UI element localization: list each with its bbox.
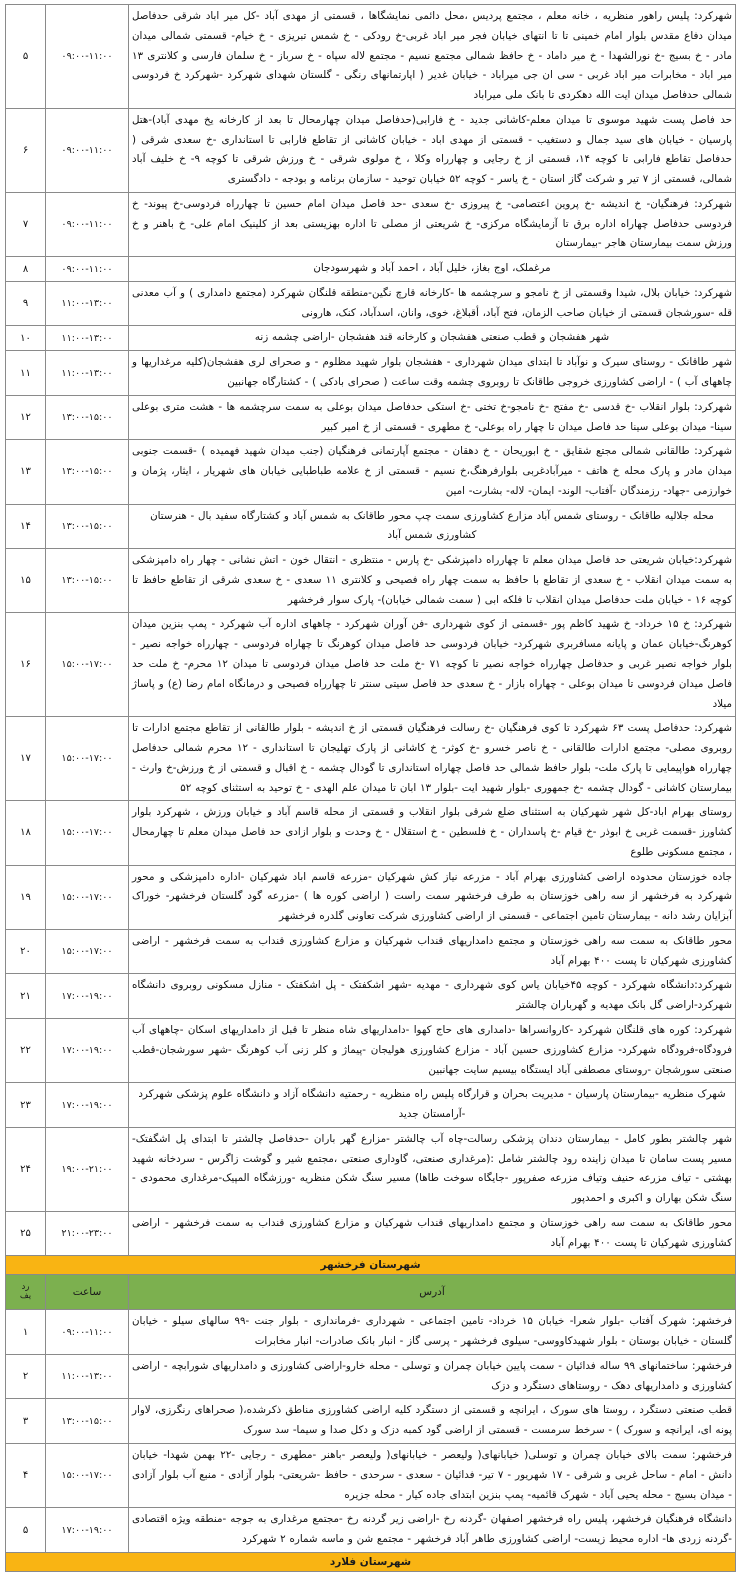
- cell-address: شهرکرد: خ ۱۵ خرداد- خ شهید کاظم پور -قسمتی از کوی شهرداری -فن آوران شهرکرد - چاههای اداره آب شهرکرد - پمپ بنزین میدان کوهرنگ-خیابان عمان و پایانه مسافربری شهرکرد- خیابان فردوسی حد فاصل میدان کوهرنگ تا چهاراه فردوسی - چهارراه خواجه نصیر - بلوار خواجه نصیر غربی و حدفاصل چهارراه خواجه نصیر تا کوچه ۷۱ -خ ملت حد فاصل میدان فردوسی تا میدان ۱۲ محرم- خ ملت حد فاصل میدان فردوسی تا میدان بوعلی - چهاراه بازار - خ سعدی حد فاصل سیتی سنتر تا چهارراه فصیحی و درمانگاه امام رضا (ع) و پاساژ میلاد: [129, 613, 736, 717]
- table-row: [6, 5, 736, 109]
- cell-time: ۱۹:۰۰-۲۱:۰۰: [46, 1127, 129, 1211]
- cell-address: جاده خوزستان محدوده اراضی کشاورزی بهرام آباد - مزرعه نیاز کش شهرکیان -مزرعه قاسم اباد شهرکیان -اداره دامپزشکی و محور شهرکرد به فرخشهر از سه راهی خوزستان به طرف فرخشهر سمت راست ( اراضی کوره ها ) -مزرعه گود گلستان فرخشهر- خوراک آبزایان رشد دانه - بیمارستان تامین اجتماعی - قسمتی از اراضی کشاورزی شرکت تعاونی گلدره فرخشهر: [129, 865, 736, 929]
- cell-time: ۱۳:۰۰-۱۵:۰۰: [46, 395, 129, 440]
- column-header-row-number-line1: رد: [21, 1281, 30, 1292]
- table-row: [6, 1310, 736, 1355]
- cell-address: شهر چالشتر بطور کامل - بیمارستان دندان پزشکی رسالت-چاه آب چالشتر -مزارع گهر باران -حدفاصل چالشتر تا ابتدای پل اشگفتک- مسیر پست سامان تا میدان زاینده رود چالشتر شامل :(مرغداری صنعتی، گاوداری صنعتی ،مجتمع شیر و گوشت زاگرس - سردخانه شهید بهشتی - تیاف مزرعه حنیف وتیاف مزرعه صفرپور -جایگاه سوخت طاها) مسیر سنگ شکن منظریه -ورزشگاه المپیک-مرغداری محمودی - سنگ شکن بهاران و اکبری و احمدپور: [129, 1127, 736, 1211]
- cell-row-number: ۷: [6, 192, 46, 256]
- cell-row-number: ۲۵: [6, 1211, 46, 1256]
- section-banner-title: شهرستان فلارد: [6, 1552, 736, 1571]
- table-row: [6, 395, 736, 440]
- column-header-row-number-line2: یف: [19, 1291, 32, 1302]
- table-row: [6, 717, 736, 801]
- cell-address: محور طاقانک به سمت سه راهی خوزستان و مجتمع دامداریهای قنداب شهرکیان و مزارع کشاورزی قنداب به سمت فرخشهر - اراضی کشاورزی شهرکیان تا پست ۴۰۰ بهرام آباد: [129, 929, 736, 974]
- cell-address: محله جلالیه طاقانک - روستای شمس آباد مزارع کشاورزی سمت چپ محور طاقانک به شمس آباد و کشتارگاه سفید بال - هنرستان کشاورزی شمس آباد: [129, 504, 736, 549]
- cell-time: ۱۵:۰۰-۱۷:۰۰: [46, 717, 129, 801]
- cell-address: شهرکرد: بلوار انقلاب -خ قدسی -خ مفتح -خ نامجو-خ تختی -خ استکی حدفاصل میدان بوعلی به سمت سرچشمه ها - هشت متری بوعلی سینا- میدان بوعلی سینا حد فاصل میدان تا چهار راه بوعلی- خ مطهری - قسمتی از خ امیر کبیر: [129, 395, 736, 440]
- table-row: [6, 801, 736, 865]
- cell-address: حد فاصل پست شهید موسوی تا میدان معلم-کاشانی جدید - خ فارابی(حدفاصل میدان چهارمحال تا بعد از کارخانه یخ مهدی آباد)-هتل پارسیان - خیابان های سید جمال و دستغیب - قسمتی از مهدی اباد - خیابان کاشانی از تقاطع فارابی تا استانداری -خ سعدی شرقی ( حدفاصل تقاطع فارابی تا کوچه ۱۴، قسمتی از خ رجایی و چهارراه وکلا ، خ مولوی شرقی - خ ورزش شرقی تا کوچه ۹- خ خلیف آباد شمالی، قسمتی از ۷ تیر و شرکت گاز استان - خ یاسر - کوچه ۵۲ خیابان توحید - سازمان برنامه و بودجه - دادگستری: [129, 108, 736, 192]
- cell-address: شهرکرد: پلیس راهور منظریه ، خانه معلم ، مجتمع پردیس ،محل دائمی نمایشگاها ، قسمتی از مهدی آباد -کل میر اباد شرقی حدفاصل میدان دفاع مقدس بلوار امام خمینی تا تا انتهای خیابان فجر میر اباد غربی-خ رودکی - خ شمس تبریزی - خ خیام- قسمتی شمالی میدان مادر - خ بسیج -خ نورالشهدا - خ میر داماد - خ حافظ شمالی مجتمع نسیم - مجتمع لاله سپاه - خ سرباز - خ سلمان فارسی و کلانتری ۱۳ میر اباد - مخابرات میر اباد غربی - سی ان جی میراباد - خیابان غدیر ( اپارتمانهای رنگی - گلستان شهدای شهرکرد -شهرکرد خ فردوسی شمالی حدفاصل میدان ایت الله دهکردی تا بانک ملی میراباد: [129, 5, 736, 109]
- section-banner-title: شهرستان فرخشهر: [6, 1256, 736, 1275]
- table-row: [6, 929, 736, 974]
- table-row: [6, 504, 736, 549]
- cell-row-number: ۱۴: [6, 504, 46, 549]
- cell-time: ۱۱:۰۰-۱۳:۰۰: [46, 281, 129, 326]
- cell-time: ۱۵:۰۰-۱۷:۰۰: [46, 929, 129, 974]
- cell-row-number: ۱۶: [6, 613, 46, 717]
- cell-time: ۱۱:۰۰-۱۳:۰۰: [46, 1354, 129, 1399]
- cell-address: شهرکرد: خیابان بلال، شیدا وقسمتی از خ نامجو و سرچشمه ها -کارخانه قارچ نگین-منطقه قلنگان شهرکرد (مجتمع دامداری ) و آب معدنی قله -سورشجان قسمتی از خیابان صاحب الزمان، فتح آباد، أقبلاغ، خوی، وانان، اسدآباد، کنک، هارونی: [129, 281, 736, 326]
- table-row: [6, 1083, 736, 1128]
- cell-time: ۱۷:۰۰-۱۹:۰۰: [46, 974, 129, 1019]
- table-row: [6, 192, 736, 256]
- cell-address: شهرکرد: فرهنگیان- خ اندیشه -خ پروین اعتصامی- خ پیروزی -خ سعدی -حد فاصل میدان امام حسین تا چهارراه فردوسی-خ پیوند- خ فردوسی حدفاصل چهاراه اداره برق تا آزمایشگاه مرکزی- خ شریعتی از مصلی تا اداره بهزیستی بعد از کلینیک امام علی- خ باهنر و خ ورزش سمت بیمارستان هاجر -بیمارستان: [129, 192, 736, 256]
- table-row: [6, 974, 736, 1019]
- cell-time: ۱۵:۰۰-۱۷:۰۰: [46, 865, 129, 929]
- table-row: [6, 326, 736, 351]
- cell-row-number: ۱۸: [6, 801, 46, 865]
- column-header-time: ساعت: [46, 1275, 129, 1310]
- table-row: [6, 108, 736, 192]
- table-row: [6, 1508, 736, 1553]
- cell-row-number: ۱۷: [6, 717, 46, 801]
- cell-row-number: ۲۴: [6, 1127, 46, 1211]
- cell-address: شهرکرد:دانشگاه شهرکرد - کوچه ۴۵خیابان یاس کوی شهرداری - مهدیه -شهر اشکفتک - پل اشکفتک - منازل مسکونی روبروی دانشگاه شهرکرد-اراضی گل بانک مهدیه و گهرباران چالشتر: [129, 974, 736, 1019]
- cell-time: ۲۱:۰۰-۲۳:۰۰: [46, 1211, 129, 1256]
- cell-row-number: ۸: [6, 257, 46, 282]
- cell-address: فرخشهر: شهرک آفتاب -بلوار شعرا- خیابان ۱۵ خرداد- تامین اجتماعی - شهرداری -فرمانداری - بلوار جنت -۹۹ سالهای سیلو - خیابان گلستان - خیابان بوستان - بلوار شهیدکاووسی- سیلوی فرخشهر - پرسی گاز - انبار بانک صادرات- انبار مخابرات: [129, 1310, 736, 1355]
- cell-address: فرخشهر: سمت بالای خیابان چمران و توسلی( خیابانهای( ولیعصر - خیابانهای( ولیعصر -باهنر -مطهری - رجایی -۲۲ بهمن شهدا- خیابان دانش - امام - ساحل غربی و شرقی - ۱۷ شهریور - ۷ تیر- فدائیان - سعدی - سرحدی - حافظ -شریعتی- بلوار آزادی - منبع آب بلوار آزادی - میدان بسیج - محله یحیی آباد - شهرک قائمیه- پمپ بنزین ابتدای جاده کیار - محله جزیره: [129, 1444, 736, 1508]
- cell-address: روستای بهرام اباد-کل شهر شهرکیان به استثنای ضلع شرقی بلوار انقلاب و قسمتی از محله قاسم آباد و خیابان ورزش ، شهرکرد بلوار کشاورز -قسمت غربی خ ابوذر -خ قیام -خ پاسداران - خ فلسطین - خ استقلال - خ وحدت و بلوار ازادی حد فاصل میدان معلم تا چهارمحال ، مجتمع مسکونی طلوع: [129, 801, 736, 865]
- column-header-row-number: [6, 1275, 46, 1310]
- cell-time: ۱۳:۰۰-۱۵:۰۰: [46, 1399, 129, 1444]
- table-row: [6, 281, 736, 326]
- cell-row-number: ۲۰: [6, 929, 46, 974]
- cell-row-number: ۱۳: [6, 440, 46, 504]
- cell-row-number: ۱۱: [6, 351, 46, 396]
- section-banner-row: [6, 1552, 736, 1571]
- table-header-row: [6, 1275, 736, 1310]
- table-row: [6, 257, 736, 282]
- cell-address: مرغملک، اوج بغاز، خلیل آباد ، احمد آباد و شهرسودجان: [129, 257, 736, 282]
- cell-address: قطب صنعتی دستگرد ، روستا های سورک ، ایرانچه و قسمتی از دستگرد کلیه اراضی کشاورزی مناطق ذکرشده،( صحراهای رنگرزی، لاوار پونه ای، ایرانچه و سورک ) - سرخط سرمست - قسمتی از اراضی گود کمبه دزک و دکل صدا و سیما- سد سورک: [129, 1399, 736, 1444]
- cell-address: شهرک منظریه -بیمارستان پارسیان - مدیریت بحران و قرارگاه پلیس راه منظریه - رحمتیه دانشگاه آزاد و دانشگاه علوم پزشکی شهرکرد -آرامستان جدید: [129, 1083, 736, 1128]
- cell-address: فرخشهر: ساختمانهای ۹۹ ساله فدائیان - سمت پایین خیابان چمران و توسلی - محله خارو-اراضی کشاورزی و دامداریهای شورابچه - اراضی کشاورزی و دامداریهای دهک - روستاهای دستگرد و دزک: [129, 1354, 736, 1399]
- cell-address: محور طاقانک به سمت سه راهی خوزستان و مجتمع دامداریهای قنداب شهرکیان و مزارع کشاورزی قنداب به سمت فرخشهر - اراضی کشاورزی شهرکیان تا پست ۴۰۰ بهرام آباد: [129, 1211, 736, 1256]
- table-row: [6, 549, 736, 613]
- cell-address: دانشگاه فرهنگیان فرخشهر، پلیس راه فرخشهر اصفهان -گردنه رخ -اراضی زیر گردنه رخ -مجتمع مرغداری به جوجه -منطقه ویژه اقتصادی -گردنه زردی ها- اداره محیط زیست- اراضی کشاورزی طاهر آباد فرخشهر - مجتمع شن و ماسه شماره ۲ شهرکرد: [129, 1508, 736, 1553]
- cell-address: شهرکرد:خیابان شریعتی حد فاصل میدان معلم تا چهارراه دامپزشکی -خ پارس - منتظری - انتقال خون - اتش نشانی - چهار راه دامپزشکی به سمت میدان انقلاب - خ سعدی از تقاطع با حافظ به سمت چهار راه فصیحی و کلانتری ۱۱ سعدی - خ سعدی شرقی از تقاطع حافظ تا کوچه ۱۶ - خیابان ملت حدفاصل میدان انقلاب تا فلکه ابی ( سمت شمالی خیابان)- پارک سوار فرخشهر: [129, 549, 736, 613]
- cell-time: ۰۹:۰۰-۱۱:۰۰: [46, 108, 129, 192]
- cell-time: ۱۵:۰۰-۱۷:۰۰: [46, 801, 129, 865]
- cell-time: ۱۷:۰۰-۱۹:۰۰: [46, 1018, 129, 1082]
- cell-time: ۱۵:۰۰-۱۷:۰۰: [46, 1444, 129, 1508]
- cell-address: شهر هفشجان و قطب صنعتی هفشجان و کارخانه قند هفشجان -اراضی چشمه زنه: [129, 326, 736, 351]
- cell-row-number: ۲۱: [6, 974, 46, 1019]
- cell-address: شهرکرد: طالقانی شمالی مجتع شقایق - خ ابوریحان - خ دهقان - مجتمع آپارتمانی فرهنگیان (جنب میدان شهید فهمیده ) -قسمت جنوبی میدان مادر و پارک محله خ هاتف - میرآبادغربی بلوارفرهنگ،خ نسیم - قسمتی از خ علامه طباطبایی خیابان های شهریار ، ایثار، پژمان و خوارزمی -جهاد- رزمندگان -آفتاب- الوند- ایمان- لاله- بشارت- امین: [129, 440, 736, 504]
- cell-time: ۱۷:۰۰-۱۹:۰۰: [46, 1083, 129, 1128]
- table-row: [6, 351, 736, 396]
- section-banner-row: [6, 1256, 736, 1275]
- cell-time: ۱۳:۰۰-۱۵:۰۰: [46, 440, 129, 504]
- cell-row-number: ۵: [6, 5, 46, 109]
- cell-time: ۰۹:۰۰-۱۱:۰۰: [46, 1310, 129, 1355]
- table-row: [6, 1354, 736, 1399]
- cell-row-number: ۱۲: [6, 395, 46, 440]
- cell-address: شهرکرد: حدفاصل پست ۶۳ شهرکرد تا کوی فرهنگیان -خ رسالت فرهنگیان قسمتی از خ اندیشه - بلوار طالقانی از تقاطع مجتمع ادارات تا روبروی مصلی- مجتمع ادارات طالقانی - خ ناصر خسرو -خ کوثر- خ کاشانی از پارک تهلیجان تا استانداری - ۱۲ محرم شمالی حدفاصل چهارراه هواپیمایی تا پارک ملت- بلوار حافظ شمالی حد فاصل چهاراه استانداری تا گودال چشمه - خ اقبال و قسمتی از خ ورزش-خ وارث - بیمارستان کاشانی - گودال چشمه -خ جمهوری -بلوار شهید ایت -بلوار ۱۳ ابان تا میدان علم الهدی - خ توحید به استثنای کوچه ۵۲: [129, 717, 736, 801]
- cell-row-number: ۴: [6, 1444, 46, 1508]
- outage-schedule-table: [5, 4, 736, 1572]
- cell-row-number: ۳: [6, 1399, 46, 1444]
- cell-row-number: ۲۳: [6, 1083, 46, 1128]
- cell-row-number: ۹: [6, 281, 46, 326]
- cell-time: ۱۵:۰۰-۱۷:۰۰: [46, 613, 129, 717]
- table-row: [6, 613, 736, 717]
- cell-row-number: ۱۰: [6, 326, 46, 351]
- cell-time: ۱۳:۰۰-۱۵:۰۰: [46, 549, 129, 613]
- cell-time: ۰۹:۰۰-۱۱:۰۰: [46, 192, 129, 256]
- table-row: [6, 440, 736, 504]
- cell-row-number: ۱۵: [6, 549, 46, 613]
- cell-row-number: ۲۲: [6, 1018, 46, 1082]
- table-row: [6, 1211, 736, 1256]
- table-row: [6, 1444, 736, 1508]
- cell-row-number: ۲: [6, 1354, 46, 1399]
- column-header-address: آدرس: [129, 1275, 736, 1310]
- table-row: [6, 1018, 736, 1082]
- cell-time: ۱۱:۰۰-۱۳:۰۰: [46, 351, 129, 396]
- cell-time: ۱۱:۰۰-۱۳:۰۰: [46, 326, 129, 351]
- cell-row-number: ۱: [6, 1310, 46, 1355]
- cell-time: ۱۷:۰۰-۱۹:۰۰: [46, 1508, 129, 1553]
- cell-time: ۰۹:۰۰-۱۱:۰۰: [46, 5, 129, 109]
- cell-row-number: ۱۹: [6, 865, 46, 929]
- cell-row-number: ۶: [6, 108, 46, 192]
- cell-address: شهر طاقانک - روستای سیرک و نوآباد تا ابتدای میدان شهرداری - هفشجان بلوار شهید مظلوم - و صحرای لری هفشجان(کلیه مرغداریها و چاههای آب ) - اراضی کشاورزی خروجی طاقانک تا روبروی چشمه وقت ساعت ( صحرای بادکی ) - کشتارگاه جهانبین: [129, 351, 736, 396]
- table-row: [6, 1399, 736, 1444]
- cell-time: ۰۹:۰۰-۱۱:۰۰: [46, 257, 129, 282]
- cell-row-number: ۵: [6, 1508, 46, 1553]
- table-row: [6, 1127, 736, 1211]
- cell-time: ۱۳:۰۰-۱۵:۰۰: [46, 504, 129, 549]
- table-row: [6, 865, 736, 929]
- cell-address: شهرکرد: کوره های قلنگان شهرکرد -کاروانسراها -دامداری های حاج کهوا -دامداریهای شاه منظر تا قبل از دامداریهای اسکان -چاههای آب فرودگاه-فرودگاه شهرکرد- مزارع کشاورزی حسین آباد - مزارع کشاورزی هولیجان -پیماژ و کلر زنی آب کوهرنگ -شهر سورشجان-قطب صنعتی سورشجان -روستای مصطفی آباد ایستگاه بیسیم سایت جهانبین: [129, 1018, 736, 1082]
